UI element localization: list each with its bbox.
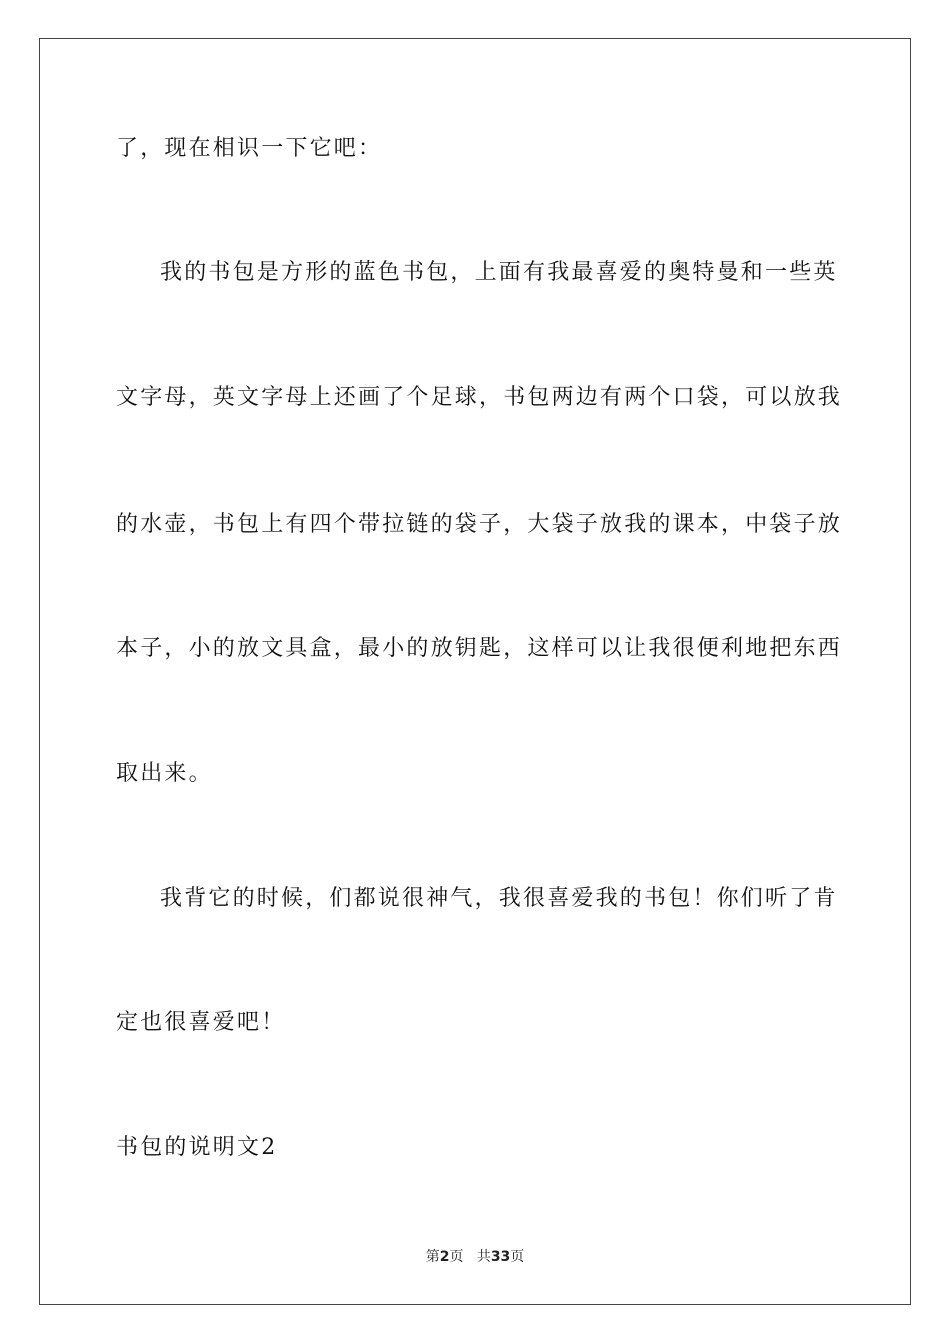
page-footer [0, 1247, 950, 1267]
section-heading: 书包的说明文2 [116, 1135, 278, 1160]
page-prefix: 第 [425, 1249, 440, 1265]
page-frame [39, 38, 911, 1305]
paragraph-1-line-5: 取出来。 [116, 761, 213, 786]
paragraph-1-line-1: 我的书包是方形的蓝色书包，上面有我最喜爱的奥特曼和一些英 [160, 260, 838, 285]
page-number: 2 [439, 1249, 450, 1265]
page-suffix: 页 [449, 1249, 464, 1265]
total-suffix: 页 [510, 1249, 525, 1265]
paragraph-2-line-1: 我背它的时候，们都说很神气，我很喜爱我的书包！你们听了肯 [160, 886, 838, 911]
paragraph-1-line-4: 本子，小的放文具盒，最小的放钥匙，这样可以让我很便利地把东西 [116, 636, 843, 661]
paragraph-1-line-2: 文字母，英文字母上还画了个足球，书包两边有两个口袋，可以放我 [116, 385, 843, 410]
paragraph-2-line-2: 定也很喜爱吧！ [116, 1010, 286, 1035]
total-pages: 33 [490, 1249, 511, 1265]
paragraph-1-line-3: 的水壶，书包上有四个带拉链的袋子，大袋子放我的课本，中袋子放 [116, 512, 843, 537]
total-prefix: 共 [476, 1249, 491, 1265]
text-line-1: 了，现在相识一下它吧： [116, 136, 383, 161]
